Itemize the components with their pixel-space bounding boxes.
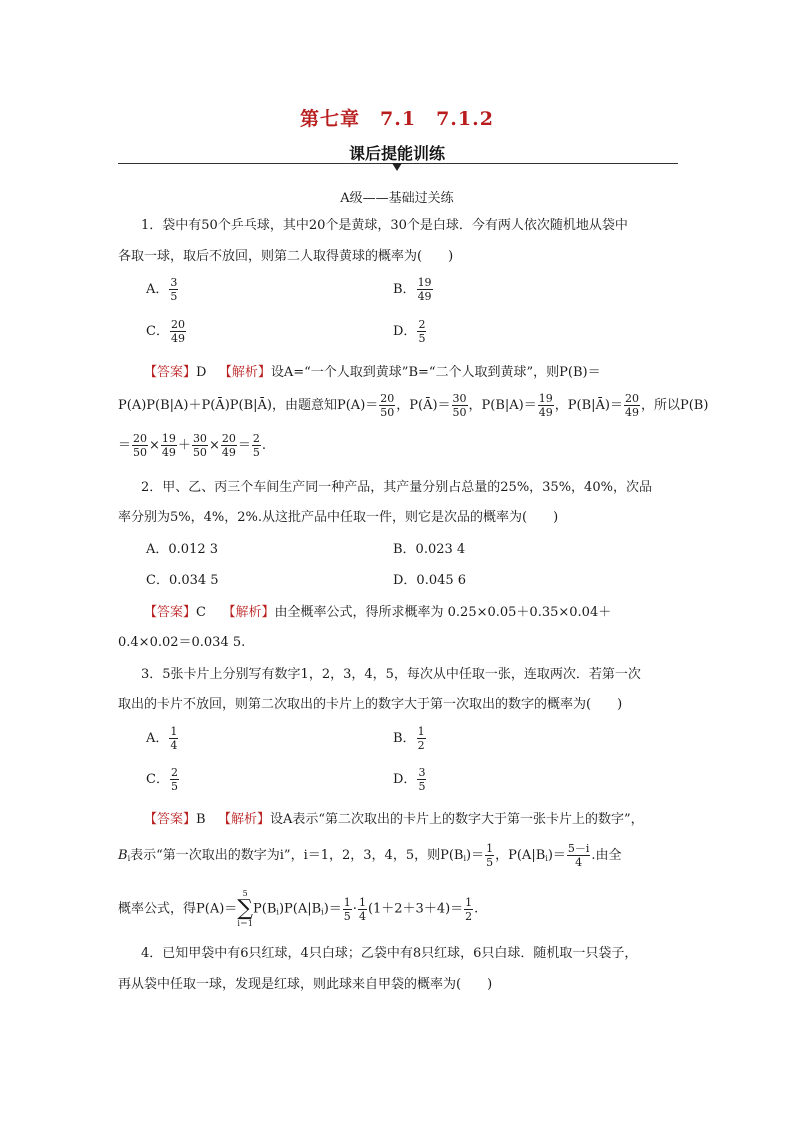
q3-line-2: 取出的卡片不放回，则第二次取出的卡片上的数字大于第一次取出的数字的概率为( ) — [118, 697, 623, 712]
q2-line-2: 率分别为5%，4%，2%.从这批产品中任取一件，则它是次品的概率为( ) — [118, 510, 559, 525]
q2-option-b: B．0.023 4 — [393, 542, 466, 557]
answer-tag: 【答案】 — [144, 605, 197, 620]
q3-option-d: D． $\frac{3}{5}$ — [393, 766, 426, 793]
answer-tag: 【答案】 — [144, 812, 197, 827]
q1-option-d: D． $\frac{2}{5}$ — [393, 318, 426, 345]
q1-line-1: 1．袋中有50个乒乓球，其中20个是黄球，30个是白球．今有两人依次随机地从袋中 — [141, 218, 628, 233]
q1-option-b: B． $\frac{19}{49}$ — [393, 276, 432, 303]
q3-solution-line-1: 【答案】B 【解析】设A表示“第二次取出的卡片上的数字大于第一张卡片上的数字”， — [144, 812, 644, 827]
level-heading: A级——基础过关练 — [340, 191, 454, 206]
q3-option-a: A． $\frac{1}{4}$ — [146, 725, 178, 752]
section-subtitle: 课后提能训练 — [348, 144, 445, 163]
answer-tag: 【答案】 — [144, 365, 197, 380]
q1-line-2: 各取一球，取后不放回，则第二人取得黄球的概率为( ) — [118, 249, 454, 264]
q2-option-a: A．0.012 3 — [146, 542, 219, 557]
q3-line-1: 3．5张卡片上分别写有数字1，2，3，4，5，每次从中任取一张，连取两次．若第一次 — [141, 667, 641, 682]
analysis-tag: 【解析】 — [217, 812, 270, 827]
chapter-title: 第七章 7.1 7.1.2 — [300, 108, 494, 130]
answer-value: C — [196, 605, 206, 620]
q2-option-d: D．0.045 6 — [393, 573, 467, 588]
q3-option-b: B． $\frac{1}{2}$ — [393, 725, 425, 752]
triangle-down-icon — [392, 163, 402, 171]
summation-symbol: 5 ∑ i＝1 — [237, 889, 253, 928]
q2-option-c: C．0.034 5 — [146, 573, 219, 588]
q3-option-c: C． $\frac{2}{5}$ — [146, 766, 178, 793]
q1-option-c: C． $\frac{20}{49}$ — [146, 318, 185, 345]
q4-line-2: 再从袋中任取一球，发现是红球，则此球来自甲袋的概率为( ) — [118, 977, 493, 992]
q1-option-a: A． $\frac{3}{5}$ — [146, 276, 178, 303]
analysis-tag: 【解析】 — [222, 605, 275, 620]
q1-solution-line-3: ＝ $\frac{20}{50}$ × $\frac{19}{49}$ ＋ $\frac{30}{50}$ × $\frac{20}{49}$ ＝ $\frac{2}{5}$ . — [118, 432, 266, 459]
answer-value: D — [196, 365, 207, 380]
q4-line-1: 4．已知甲袋中有6只红球，4只白球；乙袋中有8只红球，6只白球．随机取一只袋子， — [141, 946, 638, 961]
q2-solution-line-1: 【答案】C 【解析】由全概率公式，得所求概率为 0.25×0.05＋0.35×0.04＋ — [144, 605, 612, 620]
q3-solution-line-2: $B_i$表示“第一次取出的数字为i”，i＝1，2，3，4，5，则$P(B_i)=$ $\frac{1}{5}$ ，$P(A|B_i)=$ $\frac{5-i}{4}$ .由全 — [118, 842, 622, 869]
q3-solution-line-3: 概率公式，得P(A)＝ 5 ∑ i＝1 $P(B_i)P(A|B_i)=$ $\frac{1}{5}$ · $\frac{1}{4}$ (1＋2＋3＋4)＝ $\frac{1}{2}$ . — [118, 889, 479, 928]
answer-value: B — [196, 812, 206, 827]
q1-solution-line-2: P(A)P(B|A)＋P(Ā)P(B|Ā)，由题意知P(A)＝ $\frac{20}{50}$ ，P(Ā)＝ $\frac{30}{50}$ ，P(B|A)＝ $\frac{19}{49}$ ，P(B|Ā)＝ $\frac{20}{49}$ ，所以P(B) — [118, 392, 709, 419]
q2-solution-line-2: 0.4×0.02＝0.034 5. — [118, 635, 246, 650]
q2-line-1: 2．甲、乙、丙三个车间生产同一种产品，其产量分别占总量的25%，35%，40%，次品 — [141, 480, 652, 495]
analysis-tag: 【解析】 — [218, 365, 271, 380]
q1-solution-line-1: 【答案】D 【解析】设A=“一个人取到黄球”B=“二个人取到黄球”，则P(B)＝ — [144, 365, 601, 380]
